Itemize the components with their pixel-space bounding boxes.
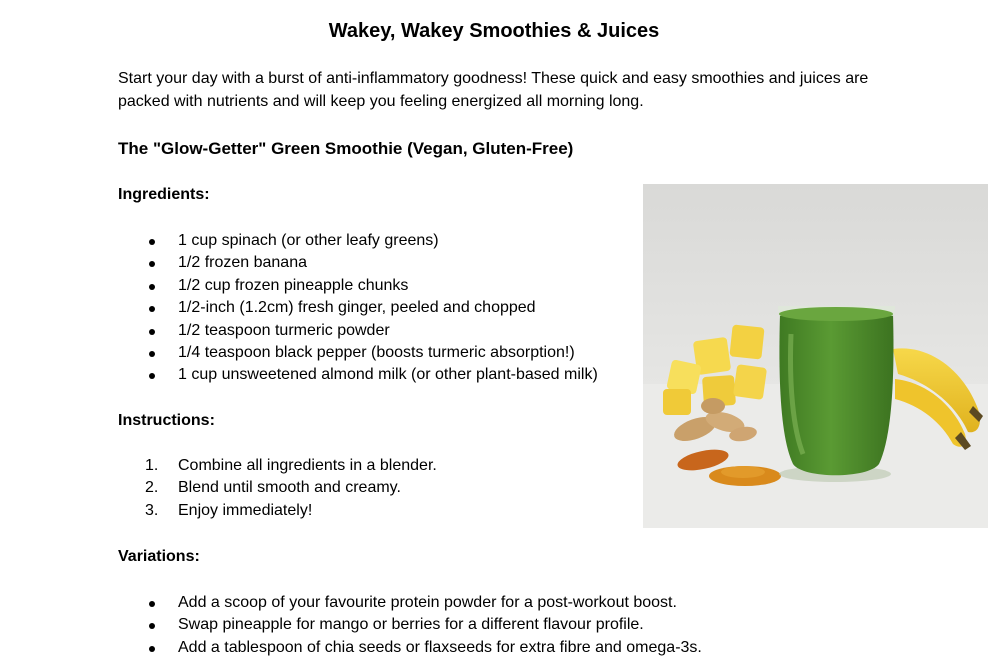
- instructions-heading: Instructions:: [118, 412, 215, 429]
- variations-list: [145, 592, 702, 659]
- list-item: 1/2 frozen banana: [178, 254, 307, 272]
- list-item: 1/2 cup frozen pineapple chunks: [178, 276, 409, 294]
- instructions-list: [145, 455, 437, 522]
- document-title: Wakey, Wakey Smoothies & Juices: [328, 20, 660, 42]
- list-item: 1/4 teaspoon black pepper (boosts turmeric absorption!): [178, 344, 575, 362]
- smoothie-glass: [778, 306, 895, 482]
- list-item: 2. Blend until smooth and creamy.: [145, 479, 401, 497]
- list-item: 1 cup spinach (or other leafy greens): [178, 232, 439, 249]
- list-item: 3. Enjoy immediately!: [145, 501, 313, 519]
- list-item: Swap pineapple for mango or berries for a different flavour profile.: [178, 616, 644, 634]
- recipe-title: The "Glow-Getter" Green Smoothie (Vegan, Gluten-Free): [118, 139, 574, 158]
- intro-paragraph: Start your day with a burst of anti-inflammatory goodness! These quick and easy smoothies and juices are packed with nutrients and will keep you feeling energized all morning long.: [118, 70, 869, 110]
- variations-heading: Variations:: [118, 548, 200, 565]
- list-item: 1. Combine all ingredients in a blender.: [145, 457, 437, 474]
- smoothie-photo: [643, 184, 988, 528]
- list-item: Add a scoop of your favourite protein powder for a post-workout boost.: [178, 594, 677, 611]
- list-item: 1/2 teaspoon turmeric powder: [178, 321, 390, 339]
- list-item: 1/2-inch (1.2cm) fresh ginger, peeled and chopped: [178, 299, 536, 317]
- ingredients-list: [145, 230, 598, 387]
- ingredients-heading: Ingredients:: [118, 186, 210, 203]
- list-item: 1 cup unsweetened almond milk (or other plant-based milk): [178, 366, 598, 384]
- list-item: Add a tablespoon of chia seeds or flaxseeds for extra fibre and omega-3s.: [178, 638, 702, 656]
